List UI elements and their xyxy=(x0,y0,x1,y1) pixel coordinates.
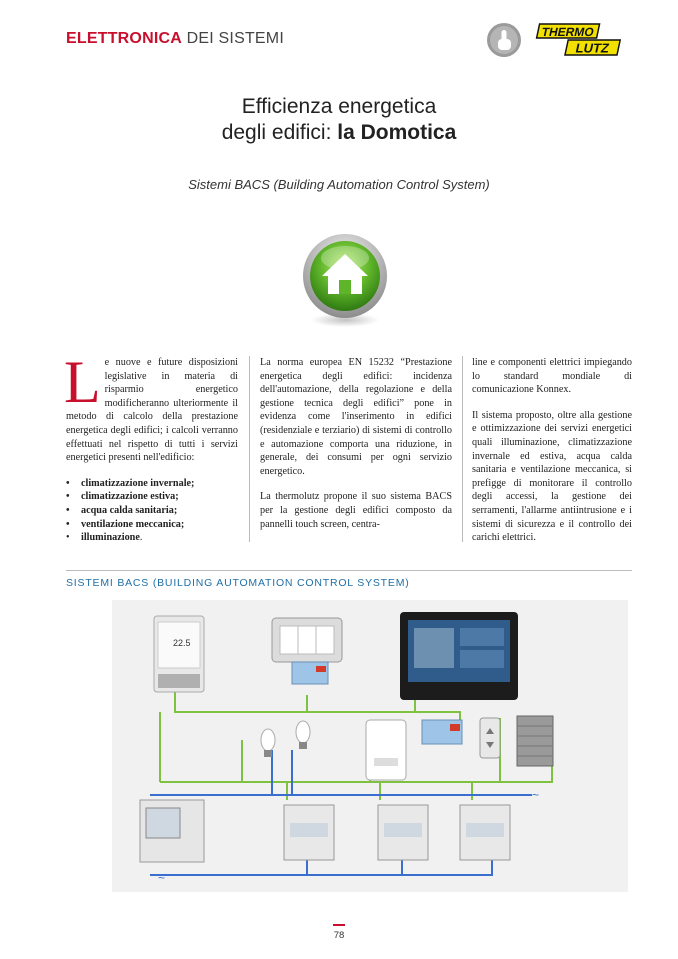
section-divider xyxy=(66,570,632,571)
list-item-suffix: . xyxy=(139,532,143,544)
section-label: SISTEMI BACS (BUILDING AUTOMATION CONTROL SYSTEM) xyxy=(66,577,410,589)
page-title xyxy=(0,94,678,146)
svg-text:LUTZ: LUTZ xyxy=(574,40,611,56)
paragraph: line e componenti elettrici impiegando lo standard mondiale di comunicazione Konnex. xyxy=(472,357,632,396)
page-subtitle: Sistemi BACS (Building Automation Control System) xyxy=(188,177,490,192)
boiler xyxy=(366,720,406,780)
wall-switch xyxy=(272,618,342,662)
title-line-2-bold: la Domotica xyxy=(337,121,457,144)
touch-hand-icon xyxy=(486,22,522,58)
switch-interface-module xyxy=(292,662,328,684)
actuator-module xyxy=(460,805,510,860)
thermolutz-logo xyxy=(532,22,632,58)
paragraph: La norma europea EN 15232 “Prestazione energetica degli edifici: incidenza dell'automazione, della regolazione e della gestione tecnica degli edifici” pone in evidenza come l'inserimento in edifici (residenziale e terziario) di sistemi di controllo e automazione comporta una riduzione, in generale, dei consumi per ogni servizio energetico. xyxy=(260,357,452,477)
page-number-mark xyxy=(333,924,345,926)
list-item: • climatizzazione estiva; xyxy=(66,490,238,504)
interface-module xyxy=(422,720,462,744)
svg-text:THERMO: THERMO xyxy=(540,25,596,39)
din-controller xyxy=(140,800,204,862)
text-column-1 xyxy=(64,349,238,545)
column-divider xyxy=(249,356,250,542)
shutter-switch xyxy=(480,718,500,758)
ac-symbol: ~ xyxy=(532,788,540,802)
roller-shutter xyxy=(517,716,553,766)
section-header xyxy=(66,30,284,48)
intro-paragraph xyxy=(64,349,238,465)
paragraph: Il sistema proposto, oltre alla gestione e ottimizzazione dei servizi energetici quali illuminazione, climatizzazione invernale ed estiva, acqua calda sanitaria e ventilazione meccanica, si prefigge di monitorare il controllo degli accessi, la gestione dei serramenti, l'allarme antiintrusione e i sistemi di sicurezza e il controllo dei carichi elettrici. xyxy=(472,409,632,544)
drop-cap: L xyxy=(64,349,101,415)
list-item: • climatizzazione invernale; xyxy=(66,477,238,491)
room-thermostat xyxy=(154,616,204,692)
header-subtitle: DEI SISTEMI xyxy=(186,30,284,47)
actuator-module xyxy=(378,805,428,860)
energy-services-list xyxy=(66,477,238,545)
title-line-2 xyxy=(0,120,678,146)
home-icon xyxy=(300,232,390,332)
list-item xyxy=(66,531,238,545)
list-item: • acqua calda sanitaria; xyxy=(66,504,238,518)
thermostat-display: 22.5 xyxy=(173,638,191,648)
text-column-2 xyxy=(260,356,452,543)
page-number: 78 xyxy=(333,930,345,941)
touch-screen-panel xyxy=(400,612,518,700)
list-item-bold: illuminazione xyxy=(81,532,140,544)
title-line-2-plain: degli edifici: xyxy=(221,121,338,144)
text-column-3 xyxy=(472,356,632,557)
title-line-1: Efficienza energetica xyxy=(241,95,437,118)
bacs-diagram xyxy=(112,600,628,892)
intro-text: e nuove e future disposizioni legislative in materia di risparmio energetico modificheranno ulteriormente il metodo di calcolo della prestazione energetica degli edifici; i calcoli verranno effettuati nel rispetto di tutti i servizi energetici presenti nell'edificio: xyxy=(66,357,238,464)
header-brand: ELETTRONICA xyxy=(66,30,182,47)
paragraph: La thermolutz propone il suo sistema BACS per la gestione degli edifici composto da pannelli touch screen, centra- xyxy=(260,491,452,530)
actuator-module xyxy=(284,805,334,860)
list-item: • ventilazione meccanica; xyxy=(66,518,238,532)
column-divider xyxy=(462,356,463,542)
ac-symbol: ~ xyxy=(158,871,166,885)
